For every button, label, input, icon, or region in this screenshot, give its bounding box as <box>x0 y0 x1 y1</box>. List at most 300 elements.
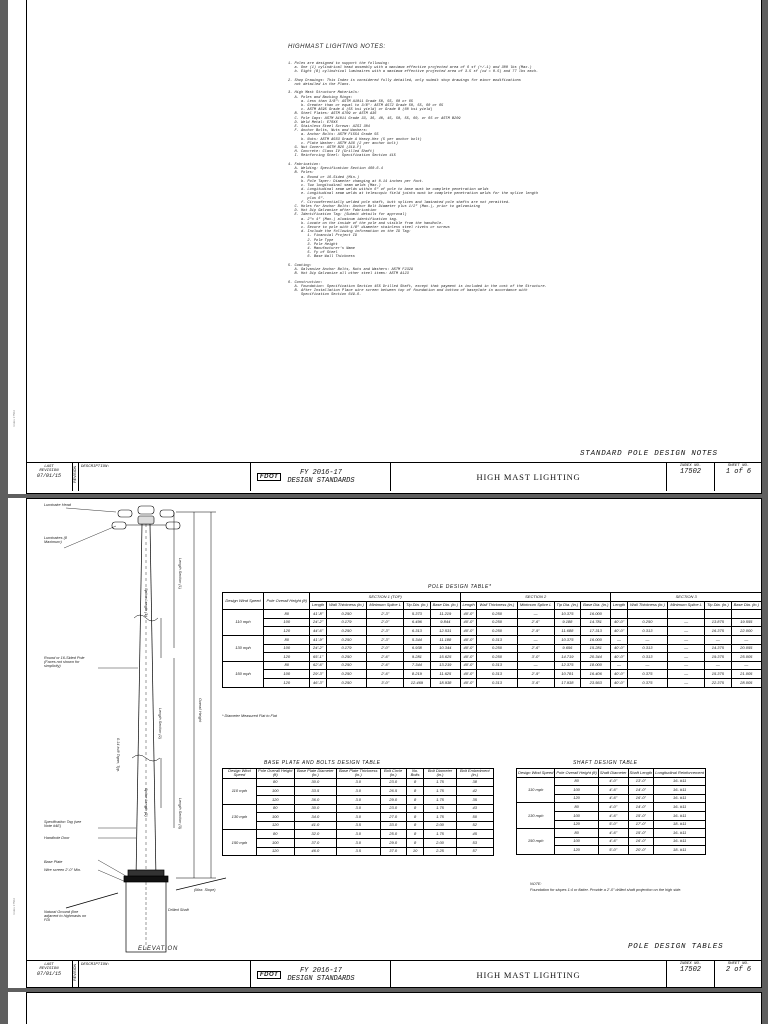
table-header-cell: SECTION 3 <box>611 593 762 602</box>
table-cell: 1.75 <box>424 778 456 787</box>
table-cell: 0.179 <box>326 644 366 653</box>
note-line: A. Welding: Specification Section 460-6.4 <box>288 167 383 172</box>
table-cell: 38 <box>456 778 493 787</box>
table-header-cell: Bolt Diameter (in.) <box>424 769 456 779</box>
table-cell: 110 mph <box>517 777 555 803</box>
table-cell: 21.005 <box>731 670 761 679</box>
note-line: E. Stainless Steel Screws: AISI 304 <box>288 125 370 130</box>
table-cell: 3.5 <box>336 821 380 830</box>
table-cell: 41'-8" <box>310 610 326 619</box>
table-row <box>223 778 494 787</box>
table-cell: 40'-0" <box>460 670 476 679</box>
table-cell: 18.938 <box>430 678 460 687</box>
table-row <box>223 644 762 653</box>
table-cell: 80 <box>555 803 598 812</box>
note-line: 6. Construction: <box>288 280 323 285</box>
table-cell: 80 <box>555 777 598 786</box>
table-cell: 0.250 <box>326 678 366 687</box>
last-revision-cell <box>26 961 73 988</box>
table-cell: 1.75 <box>424 830 456 839</box>
table-cell: 2.00 <box>424 821 456 830</box>
table-cell: 11.625 <box>430 670 460 679</box>
table-cell: 10.375 <box>554 610 580 619</box>
table-cell: 35 <box>456 796 493 805</box>
base-table-caption: BASE PLATE AND BOLTS DESIGN TABLE <box>264 760 381 766</box>
table-cell: 15'-0" <box>628 829 654 838</box>
table-cell: 110 mph <box>223 610 264 636</box>
table-cell: 40'-0" <box>611 627 627 636</box>
table-cell: 120 <box>263 627 309 636</box>
table-cell: — <box>668 661 705 670</box>
note-line: not detailed in the Plans. <box>288 83 351 88</box>
table-cell: 40'-0" <box>460 661 476 670</box>
table-cell: 1.75 <box>424 796 456 805</box>
sheet-number: 1 of 6 <box>725 468 752 476</box>
table-cell: — <box>517 661 554 670</box>
table-cell: 7.344 <box>404 661 430 670</box>
table-cell: 20'-0" <box>628 846 654 855</box>
table-cell: 40'-0" <box>460 644 476 653</box>
note-line: 1. Poles are designed to support the following: <box>288 62 390 67</box>
note-line: 5. Coating: <box>288 263 312 268</box>
table-header-cell: Wall Thickness (in.) <box>477 601 517 610</box>
table-cell: 29.0 <box>380 838 406 847</box>
table-cell: 1.75 <box>424 787 456 796</box>
table-cell: 16.406 <box>581 670 611 679</box>
table-cell: 4'-6" <box>598 794 628 803</box>
table-cell: 40'-0" <box>460 627 476 636</box>
label-length-section-3: Length Section (3) <box>178 798 182 830</box>
note-line: a. Anchor Bolts: ASTM F1554 Grade 55 <box>288 133 379 138</box>
note-line: B. Hot Dip Galvanize all other steel items: ASTM A123 <box>288 272 409 277</box>
sheet-cell <box>715 463 762 491</box>
table-header-cell: Length <box>460 601 476 610</box>
label-wire-screen: Wire screen 2'-0" Min. <box>44 868 82 872</box>
table-cell: 130 mph <box>517 803 555 829</box>
note-line: plus 6". <box>288 196 325 201</box>
table-cell: 100 <box>256 813 294 822</box>
table-cell: 6.313 <box>404 627 430 636</box>
drawing-title: HIGH MAST LIGHTING <box>476 472 581 482</box>
table-cell: 53 <box>456 838 493 847</box>
table-cell: 100 <box>263 670 309 679</box>
note-line: b. Nuts: ASTM A563 Grade A Heavy-Hex (5 per anchor bolt) <box>288 137 422 142</box>
fy-block <box>287 469 354 485</box>
label-elevation: ELEVATION <box>138 946 179 952</box>
table-cell: 29'-3" <box>310 670 326 679</box>
table-cell: 10 <box>406 847 424 856</box>
label-length-section-1: Length Section (1) <box>178 558 182 590</box>
table-cell <box>627 610 667 619</box>
table-cell <box>611 610 627 619</box>
table-cell: — <box>731 661 761 670</box>
table-row <box>223 838 494 847</box>
note-line: 1. Financial Project ID <box>288 234 358 239</box>
table-header-cell: Minimum Splice L <box>367 601 404 610</box>
note-line: b. Greater than or equal to 3/8": ASTM A572 Grade 50, 55, 60 or 65 <box>288 104 444 109</box>
table-cell: 36.0 <box>294 796 336 805</box>
label-max-slope: (Max. Slope) <box>194 888 216 892</box>
table-cell: 120 <box>555 846 598 855</box>
table-header-cell: Base Dia. (in.) <box>430 601 460 610</box>
table-cell: 8 <box>406 821 424 830</box>
index-number: 17502 <box>679 468 701 476</box>
table-cell: — <box>705 635 731 644</box>
note-line: 4. Fabrication: <box>288 162 321 167</box>
base-plate-bolts-table <box>222 768 494 856</box>
table-cell: 0.179 <box>326 618 366 627</box>
fy-block <box>287 967 354 983</box>
table-cell: 14.781 <box>581 618 611 627</box>
sheet-3-border <box>26 992 762 1024</box>
table-header-cell: Base Plate Diameter (in.) <box>294 769 336 779</box>
table-cell: 100 <box>263 644 309 653</box>
title-block <box>26 960 762 988</box>
agency-cell <box>251 463 391 491</box>
table-cell: 8 <box>406 830 424 839</box>
note-line: C. Holes for Anchor Bolts: Anchor Bolt Diameter plus 1/2" (Max.), prior to galvanizing <box>288 204 480 209</box>
table-cell: 16.375 <box>705 627 731 636</box>
table-cell: 110 mph <box>223 778 257 804</box>
table-cell: 13'-0" <box>628 777 654 786</box>
table-cell: 4'-6" <box>598 811 628 820</box>
table-cell: 4'-0" <box>598 803 628 812</box>
pole-shaft <box>132 524 160 878</box>
table-cell: 17'-0" <box>628 820 654 829</box>
drawing-title-cell <box>391 961 667 988</box>
table-cell: 34.0 <box>294 813 336 822</box>
pole-design-table <box>222 592 762 688</box>
table-header-cell: Design Wind Speed <box>223 593 264 610</box>
table-header-cell: Pole Overall Height (ft) <box>258 768 293 778</box>
drawing-title: HIGH MAST LIGHTING <box>476 970 581 980</box>
label-splice-2: Splice Length (2) <box>144 788 148 817</box>
sheet-3-partial <box>8 992 762 1024</box>
table-cell: 0.313 <box>477 670 517 679</box>
table-cell: 27.0 <box>380 813 406 822</box>
table-header-cell: Minimum Splice L <box>517 601 554 610</box>
table-cell: 0.250 <box>326 670 366 679</box>
table-cell: 10.781 <box>554 670 580 679</box>
drawing-title-cell <box>391 463 667 491</box>
table-cell: 2'-6" <box>517 618 554 627</box>
table-cell: 3.0 <box>336 813 380 822</box>
sheet-number: 2 of 6 <box>725 966 752 974</box>
note-line: c. Two longitudinal seam welds (Max.) <box>288 183 381 188</box>
table-cell: — <box>611 661 627 670</box>
note-line: D. Weld Metal: E70XX <box>288 120 338 125</box>
note-line: 3. High Mast Structure Materials: <box>288 91 360 96</box>
sheet-1-sidebar-text: Index 17502 <box>12 410 16 427</box>
table-cell: 5'-0" <box>598 846 628 855</box>
table-cell: 100 <box>555 837 598 846</box>
shaft-note: Foundation for slopes 1:4 or flatter. Provide a 2'-0" drilled shaft projection on the high side. <box>530 888 682 892</box>
table-cell: 16.000 <box>581 635 611 644</box>
table-cell: 9.281 <box>404 653 430 662</box>
fdot-logo: FDOT <box>257 473 281 481</box>
note-line: H. Concrete: Class IV (Drilled Shaft) <box>288 150 375 155</box>
table-cell: — <box>705 661 731 670</box>
table-cell: 46'-3" <box>310 678 326 687</box>
highmast-lighting-notes <box>288 37 608 306</box>
table-cell: 8 <box>406 813 424 822</box>
table-cell: 2'-6" <box>517 644 554 653</box>
table-cell: 1.75 <box>424 804 456 813</box>
table-cell: 40'-0" <box>611 678 627 687</box>
table-row <box>223 670 762 679</box>
table-cell: 4'-6" <box>598 837 628 846</box>
note-line: I. Reinforcing Steel: Specification Section 415 <box>288 154 396 159</box>
table-cell: 15.625 <box>430 653 460 662</box>
table-header-row <box>223 593 762 602</box>
pole-elevation-drawing <box>26 498 266 958</box>
table-row <box>517 777 706 786</box>
table-cell: 2'-3" <box>367 627 404 636</box>
sheet-label: SHEET NO. <box>727 464 750 468</box>
table-cell: 0.250 <box>627 618 667 627</box>
table-cell: 3.5 <box>336 847 380 856</box>
table-cell: 37.0 <box>294 838 336 847</box>
table-cell: 30.0 <box>294 804 336 813</box>
table-cell: 4'-6" <box>598 829 628 838</box>
index-number: 17502 <box>679 966 701 974</box>
table-cell: 150 mph <box>223 830 257 856</box>
table-cell: 0.250 <box>477 653 517 662</box>
table-cell: 8.219 <box>404 670 430 679</box>
table-cell: 4'-6" <box>598 786 628 795</box>
table-cell: 0.313 <box>627 644 667 653</box>
last-revision-cell <box>26 463 73 491</box>
table-cell: 3.0 <box>336 796 380 805</box>
table-cell: 120 <box>263 678 309 687</box>
table-cell: 14'-0" <box>628 786 654 795</box>
table-cell: 0.250 <box>326 610 366 619</box>
table-row <box>223 813 494 822</box>
table-cell: 45 <box>456 830 493 839</box>
table-row <box>223 821 494 830</box>
table-cell: 2'-6" <box>367 661 404 670</box>
table-cell: 33.5 <box>294 787 336 796</box>
table-header-cell: Longitudinal Reinforcement <box>654 769 706 778</box>
table-cell: 0.250 <box>477 610 517 619</box>
table-cell: 10.344 <box>430 644 460 653</box>
table-cell: 24'-2" <box>310 644 326 653</box>
table-row <box>223 804 494 813</box>
table-cell: 13.875 <box>705 618 731 627</box>
table-cell: 12.531 <box>430 627 460 636</box>
table-cell: 16- #11 <box>654 794 706 803</box>
table-cell: 2'-9" <box>517 627 554 636</box>
note-line: 5. Fy of Steel <box>288 251 338 256</box>
note-line: Specification Section 649-6. <box>288 293 362 298</box>
table-cell: 28.005 <box>731 678 761 687</box>
table-header-cell: Design Wind Speed <box>517 769 555 778</box>
label-overall-height: Overall Height <box>198 698 202 723</box>
sheet-1 <box>8 0 762 494</box>
label-pole: Round or 16-Sided Pole (Faces not shown for simplicity) <box>44 656 85 668</box>
table-cell: 1.75 <box>424 813 456 822</box>
table-cell: 130 mph <box>223 635 264 661</box>
title-block <box>26 462 762 491</box>
table-cell: 41.0 <box>294 821 336 830</box>
table-cell: 9.188 <box>554 618 580 627</box>
table-cell: 14'-0" <box>628 803 654 812</box>
table-cell: 16- #11 <box>654 829 706 838</box>
table-cell: 40'-0" <box>460 635 476 644</box>
table-cell: 11.219 <box>430 610 460 619</box>
table-cell: 14.375 <box>705 644 731 653</box>
table-header-cell: SECTION 2 <box>460 593 610 602</box>
table-cell: 16- #11 <box>654 777 706 786</box>
table-cell: 100 <box>256 838 294 847</box>
table-row <box>223 610 762 619</box>
note-line: B. Poles: <box>288 171 314 176</box>
revision-label: REVISION <box>39 469 59 473</box>
table-cell: — <box>517 635 554 644</box>
sheet-label: SHEET NO. <box>727 962 750 966</box>
table-cell: 0.375 <box>627 678 667 687</box>
table-cell: 29.0 <box>380 796 406 805</box>
table-header-cell: Tip Dia. (in.) <box>554 601 580 610</box>
pole-base <box>66 870 226 952</box>
table-cell: 0.250 <box>326 627 366 636</box>
table-cell: 23.0 <box>380 804 406 813</box>
index-cell <box>667 961 715 988</box>
table-cell: 80 <box>256 830 294 839</box>
table-cell: — <box>731 635 761 644</box>
revision-date: 07/01/15 <box>36 971 61 977</box>
table-cell: 3.0 <box>336 838 380 847</box>
table-header-cell: Shaft Diameter <box>598 769 628 778</box>
table-cell <box>705 610 731 619</box>
table-cell: 40'-0" <box>611 618 627 627</box>
fy-label: FY 2016-17 <box>299 469 342 477</box>
label-length-section-2: Length Section (2) <box>158 708 162 740</box>
description-label: DESCRIPTION: <box>81 963 110 967</box>
table-cell: 6.496 <box>404 618 430 627</box>
note-line: A. Foundation: Specification Section 455 Drilled Shaft, except that payment is included in the cost of the Structure. <box>288 284 547 289</box>
table-header-row <box>223 769 494 779</box>
table-cell: 120 <box>256 847 294 856</box>
table-header-cell: Design Wind Speed <box>223 769 257 779</box>
table-cell: 100 <box>256 787 294 796</box>
table-cell: 3.0 <box>336 804 380 813</box>
table-cell: 0.313 <box>627 627 667 636</box>
table-cell: 24'-2" <box>310 618 326 627</box>
note-line: A. Poles and Backing Rings: <box>288 95 353 100</box>
note-line: e. Longitudinal seam welds at telescopic field joints must be complete penetration welds for the splice length <box>288 192 539 197</box>
table-cell: 20.344 <box>581 653 611 662</box>
table-cell: 16.000 <box>581 610 611 619</box>
table-cell: 2.25 <box>424 847 456 856</box>
note-line: C. Pole Caps: ASTM A1011 Grade 33, 36, 40, 45, 50, 55, 60, or 65 or ASTM B209 <box>288 116 461 121</box>
table-cell: 0.250 <box>326 653 366 662</box>
pole-table-caption: POLE DESIGN TABLE* <box>428 584 492 590</box>
table-cell: 80 <box>555 829 598 838</box>
table-cell: — <box>668 635 705 644</box>
index-cell <box>667 463 715 491</box>
table-cell: 32.0 <box>294 830 336 839</box>
table-cell: 15.281 <box>581 644 611 653</box>
sheet-2-sidebar-text: Index 17502 <box>12 898 16 915</box>
table-header-cell: Minimum Splice L <box>668 601 705 610</box>
table-cell: 0.250 <box>477 627 517 636</box>
table-cell: 11.688 <box>554 627 580 636</box>
dimension-lines <box>161 512 216 878</box>
label-luminaires: Luminaires (8 Maximum) <box>44 536 68 544</box>
fdot-logo: FDOT <box>257 971 281 979</box>
table-cell: 26.5 <box>380 787 406 796</box>
table-cell: 5.344 <box>404 635 430 644</box>
table-cell: 13.219 <box>430 661 460 670</box>
table-cell: 22.000 <box>731 627 761 636</box>
table-cell: 2'-6" <box>367 653 404 662</box>
note-line: c. Plate Washer: ASTM A36 (2 per anchor bolt) <box>288 141 398 146</box>
fy-label: FY 2016-17 <box>299 967 342 975</box>
table-header-cell: Tip Dia. (in.) <box>404 601 430 610</box>
table-cell: 23.0 <box>380 778 406 787</box>
table-cell: 14.719 <box>554 653 580 662</box>
note-line: f. Circumferentially welded pole shaft, butt splices and laminated pole shafts are not permitted. <box>288 200 511 205</box>
table-cell: 150 mph <box>223 661 264 687</box>
table-header-cell: Base Dia. (in.) <box>731 601 761 610</box>
table-cell: — <box>611 635 627 644</box>
table-cell: 17.938 <box>554 678 580 687</box>
table-cell: 15.375 <box>705 670 731 679</box>
table-cell: 41'-9" <box>310 635 326 644</box>
table-cell: 8 <box>406 796 424 805</box>
table-cell: 2'-0" <box>367 644 404 653</box>
table-cell: — <box>668 627 705 636</box>
shaft-table-caption: SHAFT DESIGN TABLE <box>573 760 638 766</box>
table-cell: 2'-6" <box>367 670 404 679</box>
table-cell: 17.313 <box>581 627 611 636</box>
table-cell: 42 <box>456 787 493 796</box>
notes-title: HIGHMAST LIGHTING NOTES: <box>288 44 386 51</box>
note-line: 2. Shop Drawings: This Index is considered fully detailed, only submit shop drawings for minor modifications <box>288 78 521 83</box>
section-title: POLE DESIGN TABLES <box>628 943 724 951</box>
table-cell: 120 <box>555 820 598 829</box>
note-line: 6. Base Wall Thickness <box>288 255 355 260</box>
table-cell: 40'-0" <box>460 678 476 687</box>
note-line: D. Hot Dip Galvanize after Fabrication <box>288 209 377 214</box>
table-cell: 100 <box>263 618 309 627</box>
table-cell: 3.0 <box>336 787 380 796</box>
table-cell: 0.313 <box>477 661 517 670</box>
note-line: 2. Pole Type <box>288 238 334 243</box>
table-cell: 2.00 <box>424 838 456 847</box>
section-title: STANDARD POLE DESIGN NOTES <box>580 450 718 458</box>
table-cell: 40'-0" <box>611 653 627 662</box>
revision-label: REVISION <box>39 967 59 971</box>
table-row <box>517 803 706 812</box>
note-line: F. Anchor Bolts, Nuts and Washers: <box>288 129 368 134</box>
table-cell: 0.313 <box>627 653 667 662</box>
table-cell: 16'-0" <box>628 794 654 803</box>
table-cell: 20.055 <box>731 644 761 653</box>
table-cell: 16'-0" <box>628 837 654 846</box>
table-cell: 8 <box>406 778 424 787</box>
table-cell: 2'-0" <box>367 618 404 627</box>
design-standards-label: DESIGN STANDARDS <box>287 975 355 983</box>
table-cell: 2'-3" <box>367 610 404 619</box>
table-row <box>223 830 494 839</box>
table-cell: 16- #11 <box>654 837 706 846</box>
table-cell: 120 <box>555 794 598 803</box>
table-cell: 120 <box>256 796 294 805</box>
table-header-cell: Shaft Length <box>628 769 654 778</box>
table-cell: — <box>668 644 705 653</box>
